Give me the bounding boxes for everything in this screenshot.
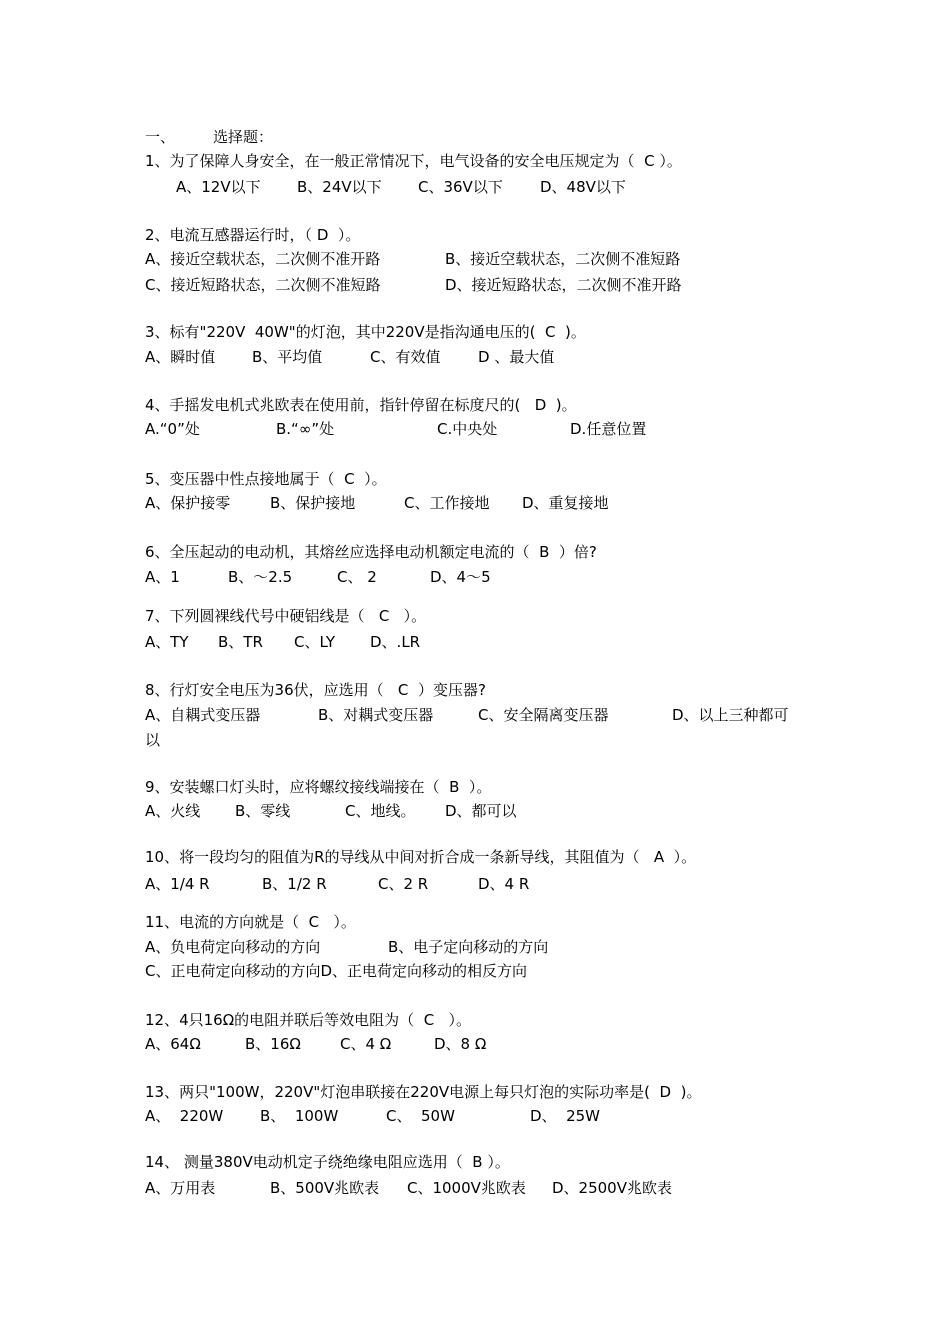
answer-option: C、1000V兆欧表 xyxy=(407,1179,526,1197)
answer-option: A.“0”处 xyxy=(145,420,200,438)
question-stem: 11、电流的方向就是（ C ）。 xyxy=(145,913,356,931)
answer-option: B、24V以下 xyxy=(297,178,382,196)
answer-option: C.中央处 xyxy=(437,420,498,438)
answer-option: A、 220W xyxy=(145,1107,224,1125)
question-stem: 5、变压器中性点接地属于（ C ）。 xyxy=(145,470,387,488)
answer-option: C、 2 xyxy=(337,568,377,586)
answer-option: B、接近空载状态，二次侧不准短路 xyxy=(445,250,681,268)
answer-option: A、接近空载状态，二次侧不准开路 xyxy=(145,250,381,268)
answer-option: B、TR xyxy=(218,633,263,651)
answer-option: C、正电荷定向移动的方向D、正电荷定向移动的相反方向 xyxy=(145,962,528,980)
answer-option: C、LY xyxy=(294,633,336,651)
answer-option: D、 25W xyxy=(530,1107,601,1125)
answer-option: B、对耦式变压器 xyxy=(318,706,434,724)
section-number: 一、 xyxy=(145,128,176,146)
answer-option: D.任意位置 xyxy=(570,420,647,438)
question-stem: 9、安装螺口灯头时，应将螺纹接线端接在（ B ）。 xyxy=(145,778,492,796)
question-stem: 14、 测量380V电动机定子绕绝缘电阻应选用（ B ）。 xyxy=(145,1153,510,1171)
answer-option: B、1/2 R xyxy=(262,875,327,893)
answer-option: D、以上三种都可 xyxy=(672,706,789,724)
answer-option: D、48V以下 xyxy=(540,178,626,196)
answer-option: B、保护接地 xyxy=(270,494,356,512)
answer-option: A、火线 xyxy=(145,802,201,820)
question-stem: 10、将一段均匀的阻值为R的导线从中间对折合成一条新导线，其阻值为（ A ）。 xyxy=(145,848,697,866)
answer-option: D、.LR xyxy=(370,633,421,651)
answer-option: C、地线。 xyxy=(345,802,416,820)
answer-option: A、TY xyxy=(145,633,189,651)
answer-option: C、4 Ω xyxy=(340,1035,392,1053)
question-stem: 13、两只"100W，220V"灯泡串联接在220V电源上每只灯泡的实际功率是( D )。 xyxy=(145,1083,702,1101)
answer-option: B、16Ω xyxy=(245,1035,301,1053)
answer-option: C、有效值 xyxy=(370,348,441,366)
answer-option: A、负电荷定向移动的方向 xyxy=(145,938,321,956)
answer-option: C、安全隔离变压器 xyxy=(478,706,609,724)
answer-option: 以 xyxy=(145,731,161,749)
answer-option: B、500V兆欧表 xyxy=(270,1179,380,1197)
answer-option: B、零线 xyxy=(235,802,291,820)
answer-option: B、平均值 xyxy=(252,348,323,366)
question-stem: 12、4只16Ω的电阻并联后等效电阻为（ C ）。 xyxy=(145,1011,471,1029)
answer-option: A、64Ω xyxy=(145,1035,201,1053)
answer-option: B、电子定向移动的方向 xyxy=(388,938,549,956)
question-stem: 2、电流互感器运行时，（ D ）。 xyxy=(145,226,361,244)
answer-option: D 、最大值 xyxy=(478,348,555,366)
answer-option: A、1/4 R xyxy=(145,875,210,893)
answer-option: A、自耦式变压器 xyxy=(145,706,261,724)
answer-option: A、12V以下 xyxy=(176,178,261,196)
question-stem: 4、手摇发电机式兆欧表在使用前，指针停留在标度尺的( D )。 xyxy=(145,396,577,414)
answer-option: D、4～5 xyxy=(430,568,491,586)
answer-option: D、2500V兆欧表 xyxy=(552,1179,672,1197)
answer-option: D、8 Ω xyxy=(434,1035,487,1053)
answer-option: A、1 xyxy=(145,568,180,586)
answer-option: C、2 R xyxy=(378,875,429,893)
answer-option: D、都可以 xyxy=(445,802,517,820)
question-stem: 6、全压起动的电动机，其熔丝应选择电动机额定电流的（ B ）倍? xyxy=(145,543,597,561)
answer-option: A、万用表 xyxy=(145,1179,216,1197)
answer-option: B、 100W xyxy=(260,1107,339,1125)
answer-option: C、36V以下 xyxy=(418,178,503,196)
answer-option: A、瞬时值 xyxy=(145,348,216,366)
answer-option: B.“∞”处 xyxy=(276,420,335,438)
question-stem: 1、为了保障人身安全，在一般正常情况下，电气设备的安全电压规定为（ C ）。 xyxy=(145,152,682,170)
answer-option: B、～2.5 xyxy=(228,568,293,586)
answer-option: D、4 R xyxy=(478,875,530,893)
question-stem: 3、标有"220V 40W"的灯泡，其中220V是指沟通电压的( C )。 xyxy=(145,323,586,341)
answer-option: D、重复接地 xyxy=(522,494,609,512)
section-heading xyxy=(0,126,950,150)
answer-option: C、工作接地 xyxy=(404,494,490,512)
answer-option: C、 50W xyxy=(386,1107,455,1125)
answer-option: A、保护接零 xyxy=(145,494,231,512)
question-stem: 8、行灯安全电压为36伏，应选用（ C ）变压器? xyxy=(145,681,486,699)
answer-option: D、接近短路状态，二次侧不准开路 xyxy=(445,276,682,294)
section-title: 选择题： xyxy=(213,128,274,146)
question-stem: 7、下列圆裸线代号中硬铝线是（ C ）。 xyxy=(145,607,427,625)
answer-option: C、接近短路状态，二次侧不准短路 xyxy=(145,276,381,294)
